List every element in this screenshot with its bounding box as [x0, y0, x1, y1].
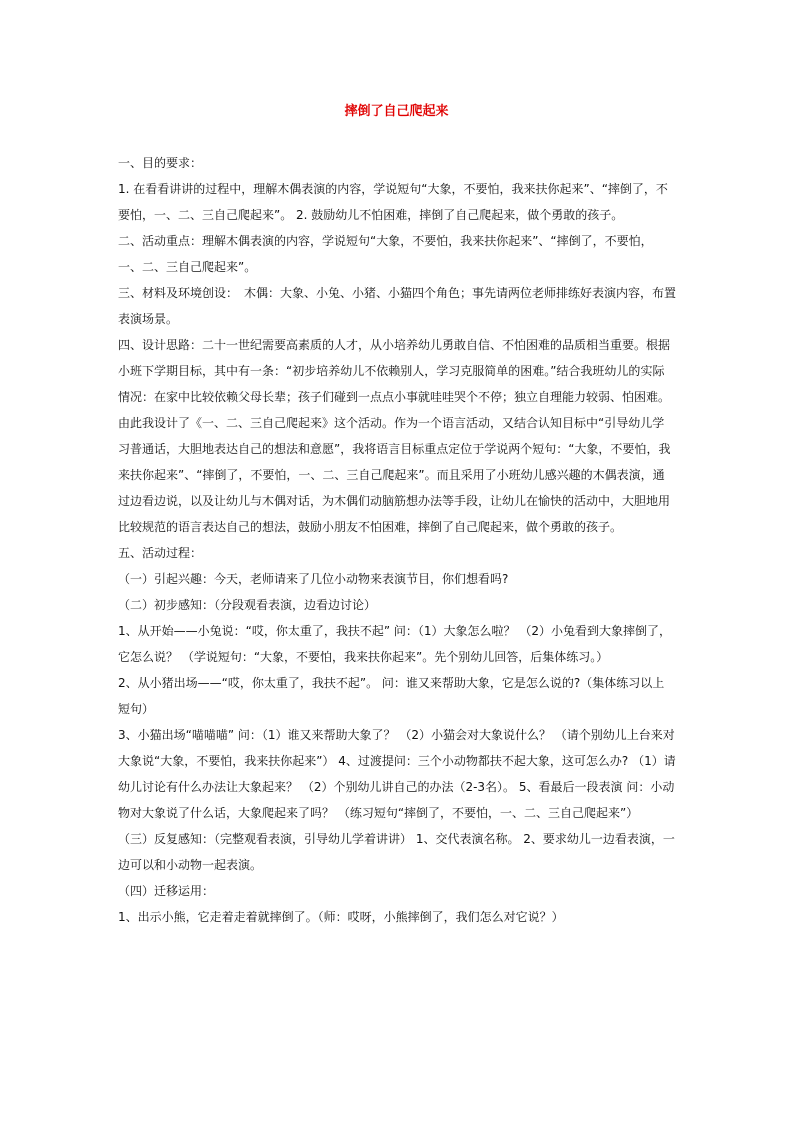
- section-heading-objectives: 一、目的要求：: [118, 156, 203, 170]
- document-body: [118, 150, 676, 930]
- paragraph-step-initial-perception: （二）初步感知：（分段观看表演，边看边讨论）: [118, 598, 377, 612]
- paragraph-rabbit-segment: 1、从开始——小兔说：“哎，你太重了，我扶不起” 问：（1）大象怎么啦？ （2）小兔看到大象摔倒了，它怎么说？ （学说短句：“大象，不要怕，我来扶你起来”。先个别幼儿回答，后集体练习。）: [118, 624, 671, 664]
- paragraph-key-points: 二、活动重点：理解木偶表演的内容，学说短句“大象，不要怕，我来扶你起来”、“摔倒了，不要怕，一、二、三自己爬起来”。: [118, 234, 653, 274]
- paragraph-objectives: 1. 在看看讲讲的过程中，理解木偶表演的内容，学说短句“大象，不要怕，我来扶你起来”、“摔倒了，不要怕，一、二、三自己爬起来”。 2. 鼓励幼儿不怕困难，摔倒了自己爬起来，做个勇敢的孩子。: [118, 182, 668, 222]
- paragraph-materials: 三、材料及环境创设： 木偶：大象、小兔、小猪、小猫四个角色；事先请两位老师排练好表演内容，布置表演场景。: [118, 286, 677, 326]
- paragraph-pig-segment: 2、从小猪出场——“哎，你太重了，我扶不起”。 问：谁又来帮助大象，它是怎么说的?（集体练习以上短句）: [118, 676, 665, 716]
- paragraph-step-transfer: （四）迁移运用：: [118, 884, 215, 898]
- document-title: 摔倒了自己爬起来: [344, 104, 449, 119]
- paragraph-bear-example: 1、出示小熊，它走着走着就摔倒了。（师：哎呀，小熊摔倒了，我们怎么对它说？）: [118, 910, 564, 924]
- paragraph-step-repeat-perception: （三）反复感知：（完整观看表演，引导幼儿学着讲讲） 1、交代表演名称。 2、要求幼儿一边看表演，一边可以和小动物一起表演。: [118, 832, 675, 872]
- paragraph-design-ideas: 四、设计思路：二十一世纪需要高素质的人才，从小培养幼儿勇敢自信、不怕困难的品质相当重要。根据小班下学期目标，其中有一条：“初步培养幼儿不依赖别人，学习克服简单的困难。”结合我班幼儿的实际情况：在家中比较依赖父母长辈；孩子们碰到一点点小事就哇哇哭个不停；独立自理能力较弱、怕困难。由此我设计了《一、二、三自己爬起来》这个活动。作为一个语言活动，又结合认知目标中“引导幼儿学习普通话，大胆地表达自己的想法和意愿”，我将语言目标重点定位于学说两个短句：“大象，不要怕，我来扶你起来”、“摔倒了，不要怕，一、二、三自己爬起来”。而且采用了小班幼儿感兴趣的木偶表演，通过边看边说，以及让幼儿与木偶对话，为木偶们动脑筋想办法等手段，让幼儿在愉快的活动中，大胆地用比较规范的语言表达自己的想法，鼓励小朋友不怕困难，摔倒了自己爬起来，做个勇敢的孩子。: [118, 338, 671, 534]
- paragraph-step-interest: （一）引起兴趣：今天，老师请来了几位小动物来表演节目，你们想看吗?: [118, 572, 509, 586]
- paragraph-cat-segment: 3、小猫出场“喵喵喵” 问：（1）谁又来帮助大象了？ （2）小猫会对大象说什么？ （请个别幼儿上台来对大象说“大象，不要怕，我来扶你起来”） 4、过渡提问：三个小动物都扶不起大象，这可怎么办? （1）请幼儿讨论有什么办法让大象起来？ （2）个别幼儿讲自己的办法（2-3名）。 5、看最后一段表演 问：小动物对大象说了什么话，大象爬起来了吗？ （练习短句“摔倒了，不要怕，一、二、三自己爬起来”）: [118, 728, 676, 820]
- section-heading-process: 五、活动过程：: [118, 546, 203, 560]
